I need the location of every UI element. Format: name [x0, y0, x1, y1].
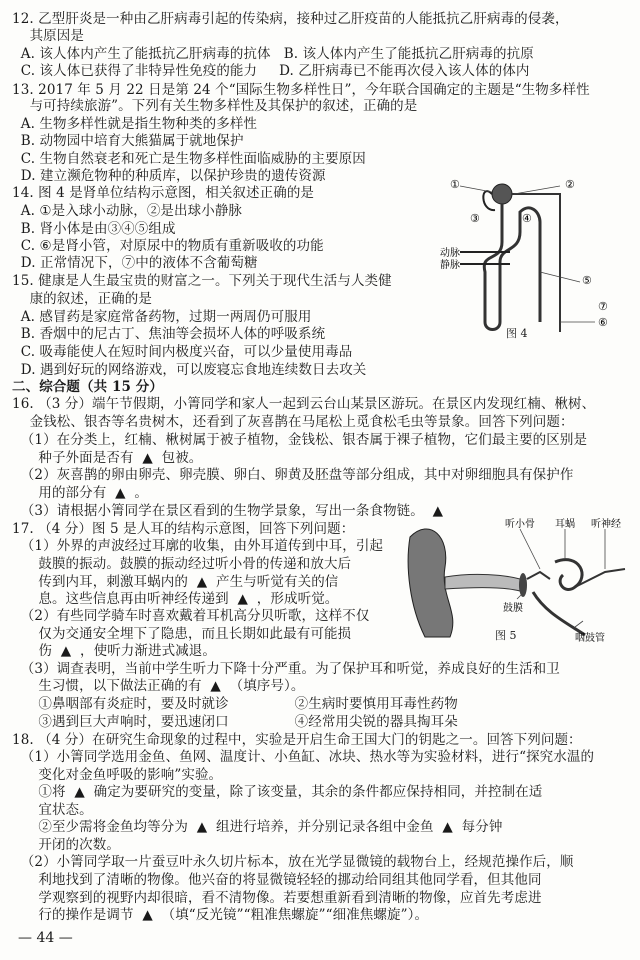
- eustachian-tube: [533, 592, 585, 635]
- text-line: （2）灰喜鹊的卵由卵壳、卵壳膜、卵白、卵黄及胚盘等部分组成，其中对卵细胞具有保护作: [12, 467, 574, 483]
- label-ossicles: 听小骨: [505, 519, 535, 530]
- text-line: 金钱松、银杏等名贵树木，还看到了灰喜鹊在马尾松上觅食松毛虫等景象。回答下列问题：: [12, 414, 574, 430]
- text-line: 利地找到了清晰的物像。他兴奋的将显微镜轻轻的挪动给同组其他同学看，但其他同: [12, 872, 542, 888]
- leader-line: [520, 529, 540, 569]
- text-line: D. 遇到好玩的网络游戏，可以废寝忘食地连续数日去攻关: [12, 362, 367, 378]
- text-line: ②至少需将金鱼均等分为 ▲ 组进行培养，并分别记录各组中金鱼 ▲ 每分钟: [12, 819, 503, 835]
- label-1: ①: [450, 178, 460, 191]
- text-line: 18. （4 分）在研究生命现象的过程中，实验是开启生命王国大门的钥匙之一。回答下列问题：: [12, 732, 582, 748]
- text-line: 行的操作是调节 ▲ （填“反光镜”“粗准焦螺旋”“细准焦螺旋”）。: [12, 907, 429, 923]
- text-line: 仅为交通安全埋下了隐患，而且长期如此最有可能损: [12, 626, 352, 642]
- text-line: 12. 乙型肝炎是一种由乙肝病毒引起的传染病，接种过乙肝疫苗的人能抵抗乙肝病毒的侵袭，: [12, 11, 569, 27]
- text-line: （3）调查表明，当前中学生听力下降十分严重。为了保护耳和听觉，养成良好的生活和卫: [12, 661, 560, 677]
- glomerulus: [492, 184, 512, 204]
- text-line: 17. （4 分）图 5 是人耳的结构示意图，回答下列问题：: [12, 521, 355, 537]
- text-line: 二、综合题（共 15 分）: [12, 379, 163, 395]
- text-line: ①将 ▲ 确定为要研究的变量，除了该变量，其余的条件都应保持相同，并控制在适: [12, 784, 543, 800]
- text-line: 13. 2017 年 5 月 22 日是第 24 个“国际生物多样性日”，今年联合国确定的主题是“生物多样性: [12, 82, 590, 98]
- vein-label: 静脉: [440, 260, 460, 271]
- label-6: ⑥: [598, 316, 608, 329]
- leader-line: [460, 186, 492, 192]
- label-eardrum: 鼓膜: [503, 603, 523, 614]
- text-line: C. ⑥是肾小管，对原尿中的物质有重新吸收的功能: [12, 238, 324, 254]
- text-line: ③遇到巨大声响时，要迅速闭口 ④经常用尖锐的器具掏耳朵: [12, 714, 458, 730]
- label-7: ⑦: [598, 300, 608, 313]
- text-line: 学观察到的视野内却很暗，看不清物像。若要想重新看到清晰的物像，应首先考虑进: [12, 890, 542, 906]
- text-line: 其原因是: [12, 28, 84, 44]
- text-line: A. 该人体内产生了能抵抗乙肝病毒的抗体 B. 该人体内产生了能抵抗乙肝病毒的抗原: [12, 46, 534, 62]
- text-line: 生习惯，以下做法正确的有 ▲ （填序号）。: [12, 678, 305, 694]
- text-line: （2）小箐同学取一片蚕豆叶永久切片标本，放在光学显微镜的载物台上，经规范操作后，顺: [12, 854, 574, 870]
- ossicles: [527, 572, 550, 579]
- text-line: D. 正常情况下，⑦中的液体不含葡萄糖: [12, 255, 258, 271]
- text-line: 14. 图 4 是肾单位结构示意图，相关叙述正确的是: [12, 185, 315, 201]
- text-line: （1）在分类上，红楠、楸树属于被子植物，金钱松、银杏属于裸子植物，它们最主要的区别是: [12, 432, 588, 448]
- label-eustachian-tube: 咽鼓管: [575, 633, 605, 644]
- text-line: 鼓膜的振动。鼓膜的振动经过听小骨的传递和放大后: [12, 556, 352, 572]
- leader-line: [514, 186, 560, 194]
- text-line: 种子外面是否有 ▲ 包被。: [12, 450, 203, 466]
- ear-canal: [445, 574, 520, 591]
- label-3: ③: [470, 212, 480, 225]
- text-line: C. 生物自然衰老和死亡是生物多样性面临威胁的主要原因: [12, 151, 366, 167]
- figure-4-caption: 图 4: [506, 327, 528, 340]
- text-line: 康的叙述，正确的是: [12, 291, 152, 307]
- figure-5-caption: 图 5: [495, 629, 517, 642]
- text-line: 息。这些信息再由听神经传递到 ▲ ，形成听觉。: [12, 591, 339, 607]
- figure-5-ear: [405, 517, 630, 645]
- text-line: 宜状态。: [12, 802, 93, 818]
- page-number: — 44 —: [18, 930, 73, 946]
- text-line: 传到内耳，刺激耳蜗内的 ▲ 产生与听觉有关的信: [12, 574, 339, 590]
- text-line: （2）有些同学骑车时喜欢戴着耳机高分贝听歌，这样不仅: [12, 608, 370, 624]
- artery-label: 动脉: [440, 248, 460, 259]
- text-line: ①鼻咽部有炎症时，要及时就诊 ②生病时要慎用耳毒性药物: [12, 696, 458, 712]
- text-line: B. 香烟中的尼古丁、焦油等会损坏人体的呼吸系统: [12, 326, 326, 342]
- text-line: 15. 健康是人生最宝贵的财富之一。下列关于现代生活与人类健: [12, 273, 392, 289]
- text-line: A. 感冒药是家庭常备药物，过期一两周仍可服用: [12, 309, 312, 325]
- label-5: ⑤: [582, 274, 592, 287]
- text-line: C. 吸毒能使人在短时间内极度兴奋，可以少量使用毒品: [12, 344, 353, 360]
- text-line: 用的部分有 ▲ 。: [12, 485, 148, 501]
- text-line: D. 建立濒危物种的种质库，以保护珍贵的遗传资源: [12, 168, 326, 184]
- text-line: A. 生物多样性就是指生物种类的多样性: [12, 116, 258, 132]
- text-line: C. 该人体已获得了非特异性免疫的能力 D. 乙肝病毒已不能再次侵入该人体的体内: [12, 63, 530, 79]
- text-line: 16. （3 分）端午节假期，小箐同学和家人一起到云台山某景区游玩。在景区内发现红楠、楸树、: [12, 396, 596, 412]
- text-line: B. 肾小体是由③④⑤组成: [12, 221, 176, 237]
- text-line: 与可持续旅游”。下列有关生物多样性及其保护的叙述，正确的是: [12, 98, 418, 114]
- figure-4-nephron: [440, 172, 630, 342]
- leader-line: [575, 621, 583, 627]
- text-line: （1）外界的声波经过耳廓的收集，由外耳道传到中耳，引起: [12, 538, 384, 554]
- text-line: 伤 ▲ ，使听力渐进式减退。: [12, 643, 216, 659]
- label-2: ②: [565, 178, 575, 191]
- label-auditory-nerve: 听神经: [591, 519, 621, 530]
- text-line: 变化对金鱼呼吸的影响”实验。: [12, 767, 223, 783]
- text-line: B. 动物园中培育大熊猫属于就地保护: [12, 133, 244, 149]
- label-cochlea: 耳蜗: [555, 519, 575, 530]
- label-4: ④: [522, 212, 532, 225]
- text-line: A. ①是入球小动脉，②是出球小静脉: [12, 203, 243, 219]
- text-line: （1）小箐同学选用金鱼、鱼网、温度计、小鱼缸、冰块、热水等为实验材料，进行“探究水温的: [12, 749, 595, 765]
- text-line: （3）请根据小箐同学在景区看到的生物学景象，写出一条食物链。 ▲: [12, 503, 444, 519]
- text-line: 开闭的次数。: [12, 837, 120, 853]
